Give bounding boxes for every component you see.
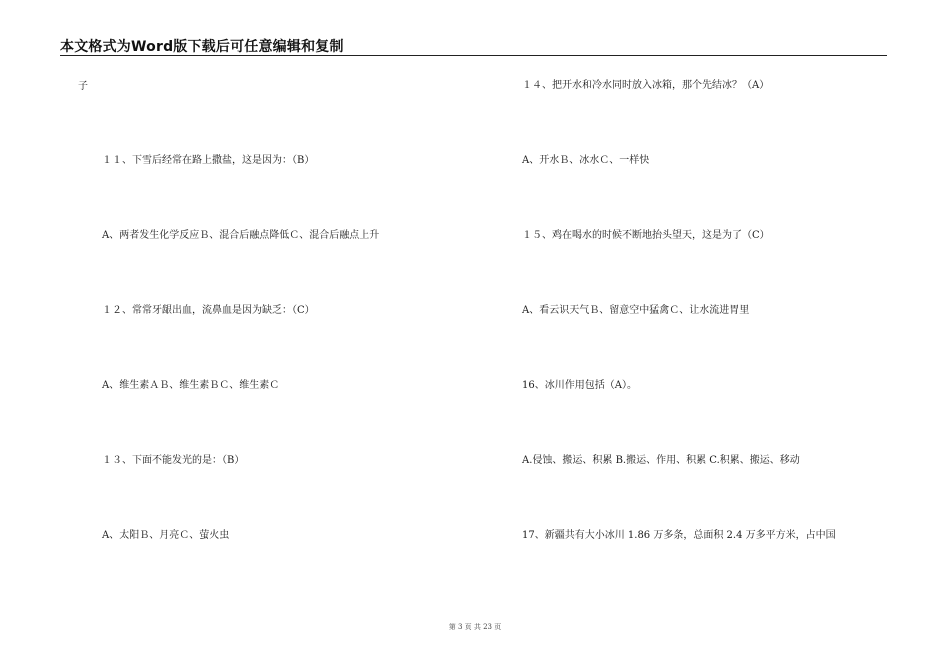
answer-options-13: A、太阳Ｂ、月亮Ｃ、萤火虫 bbox=[102, 530, 230, 541]
answer-options-14: A、开水Ｂ、冰水Ｃ、一样快 bbox=[522, 155, 650, 166]
question-11: １１、下雪后经常在路上撒盐，这是因为：（B） bbox=[102, 155, 315, 166]
answer-options-16: A.侵蚀、搬运、积累 B.搬运、作用、积累 C.积累、搬运、移动 bbox=[522, 455, 800, 466]
question-12: １２、常常牙龈出血，流鼻血是因为缺乏：（C） bbox=[102, 305, 315, 316]
question-13: １３、下面不能发光的是：（B） bbox=[102, 455, 245, 466]
page-number: 第 3 页 共 23 页 bbox=[448, 623, 502, 631]
answer-options-12: A、维生素ＡＢ、维生素ＢＣ、维生素Ｃ bbox=[102, 380, 280, 391]
question-16: 16、冰川作用包括（A）。 bbox=[522, 380, 637, 391]
question-17: 17、新疆共有大小冰川 1.86 万多条，总面积 2.4 万多平方米，占中国 bbox=[522, 530, 836, 541]
question-15: １５、鸡在喝水的时候不断地抬头望天，这是为了（C） bbox=[522, 230, 770, 241]
answer-options-15: A、看云识天气Ｂ、留意空中猛禽Ｃ、让水流进胃里 bbox=[522, 305, 750, 316]
text-fragment: 子 bbox=[78, 81, 88, 92]
header-divider bbox=[60, 55, 887, 56]
answer-options-11: A、两者发生化学反应Ｂ、混合后融点降低Ｃ、混合后融点上升 bbox=[102, 230, 380, 241]
question-14: １４、把开水和冷水同时放入冰箱，那个先结冰？（A） bbox=[522, 80, 770, 91]
header-title: 本文格式为Word版下载后可任意编辑和复制 bbox=[60, 39, 344, 55]
